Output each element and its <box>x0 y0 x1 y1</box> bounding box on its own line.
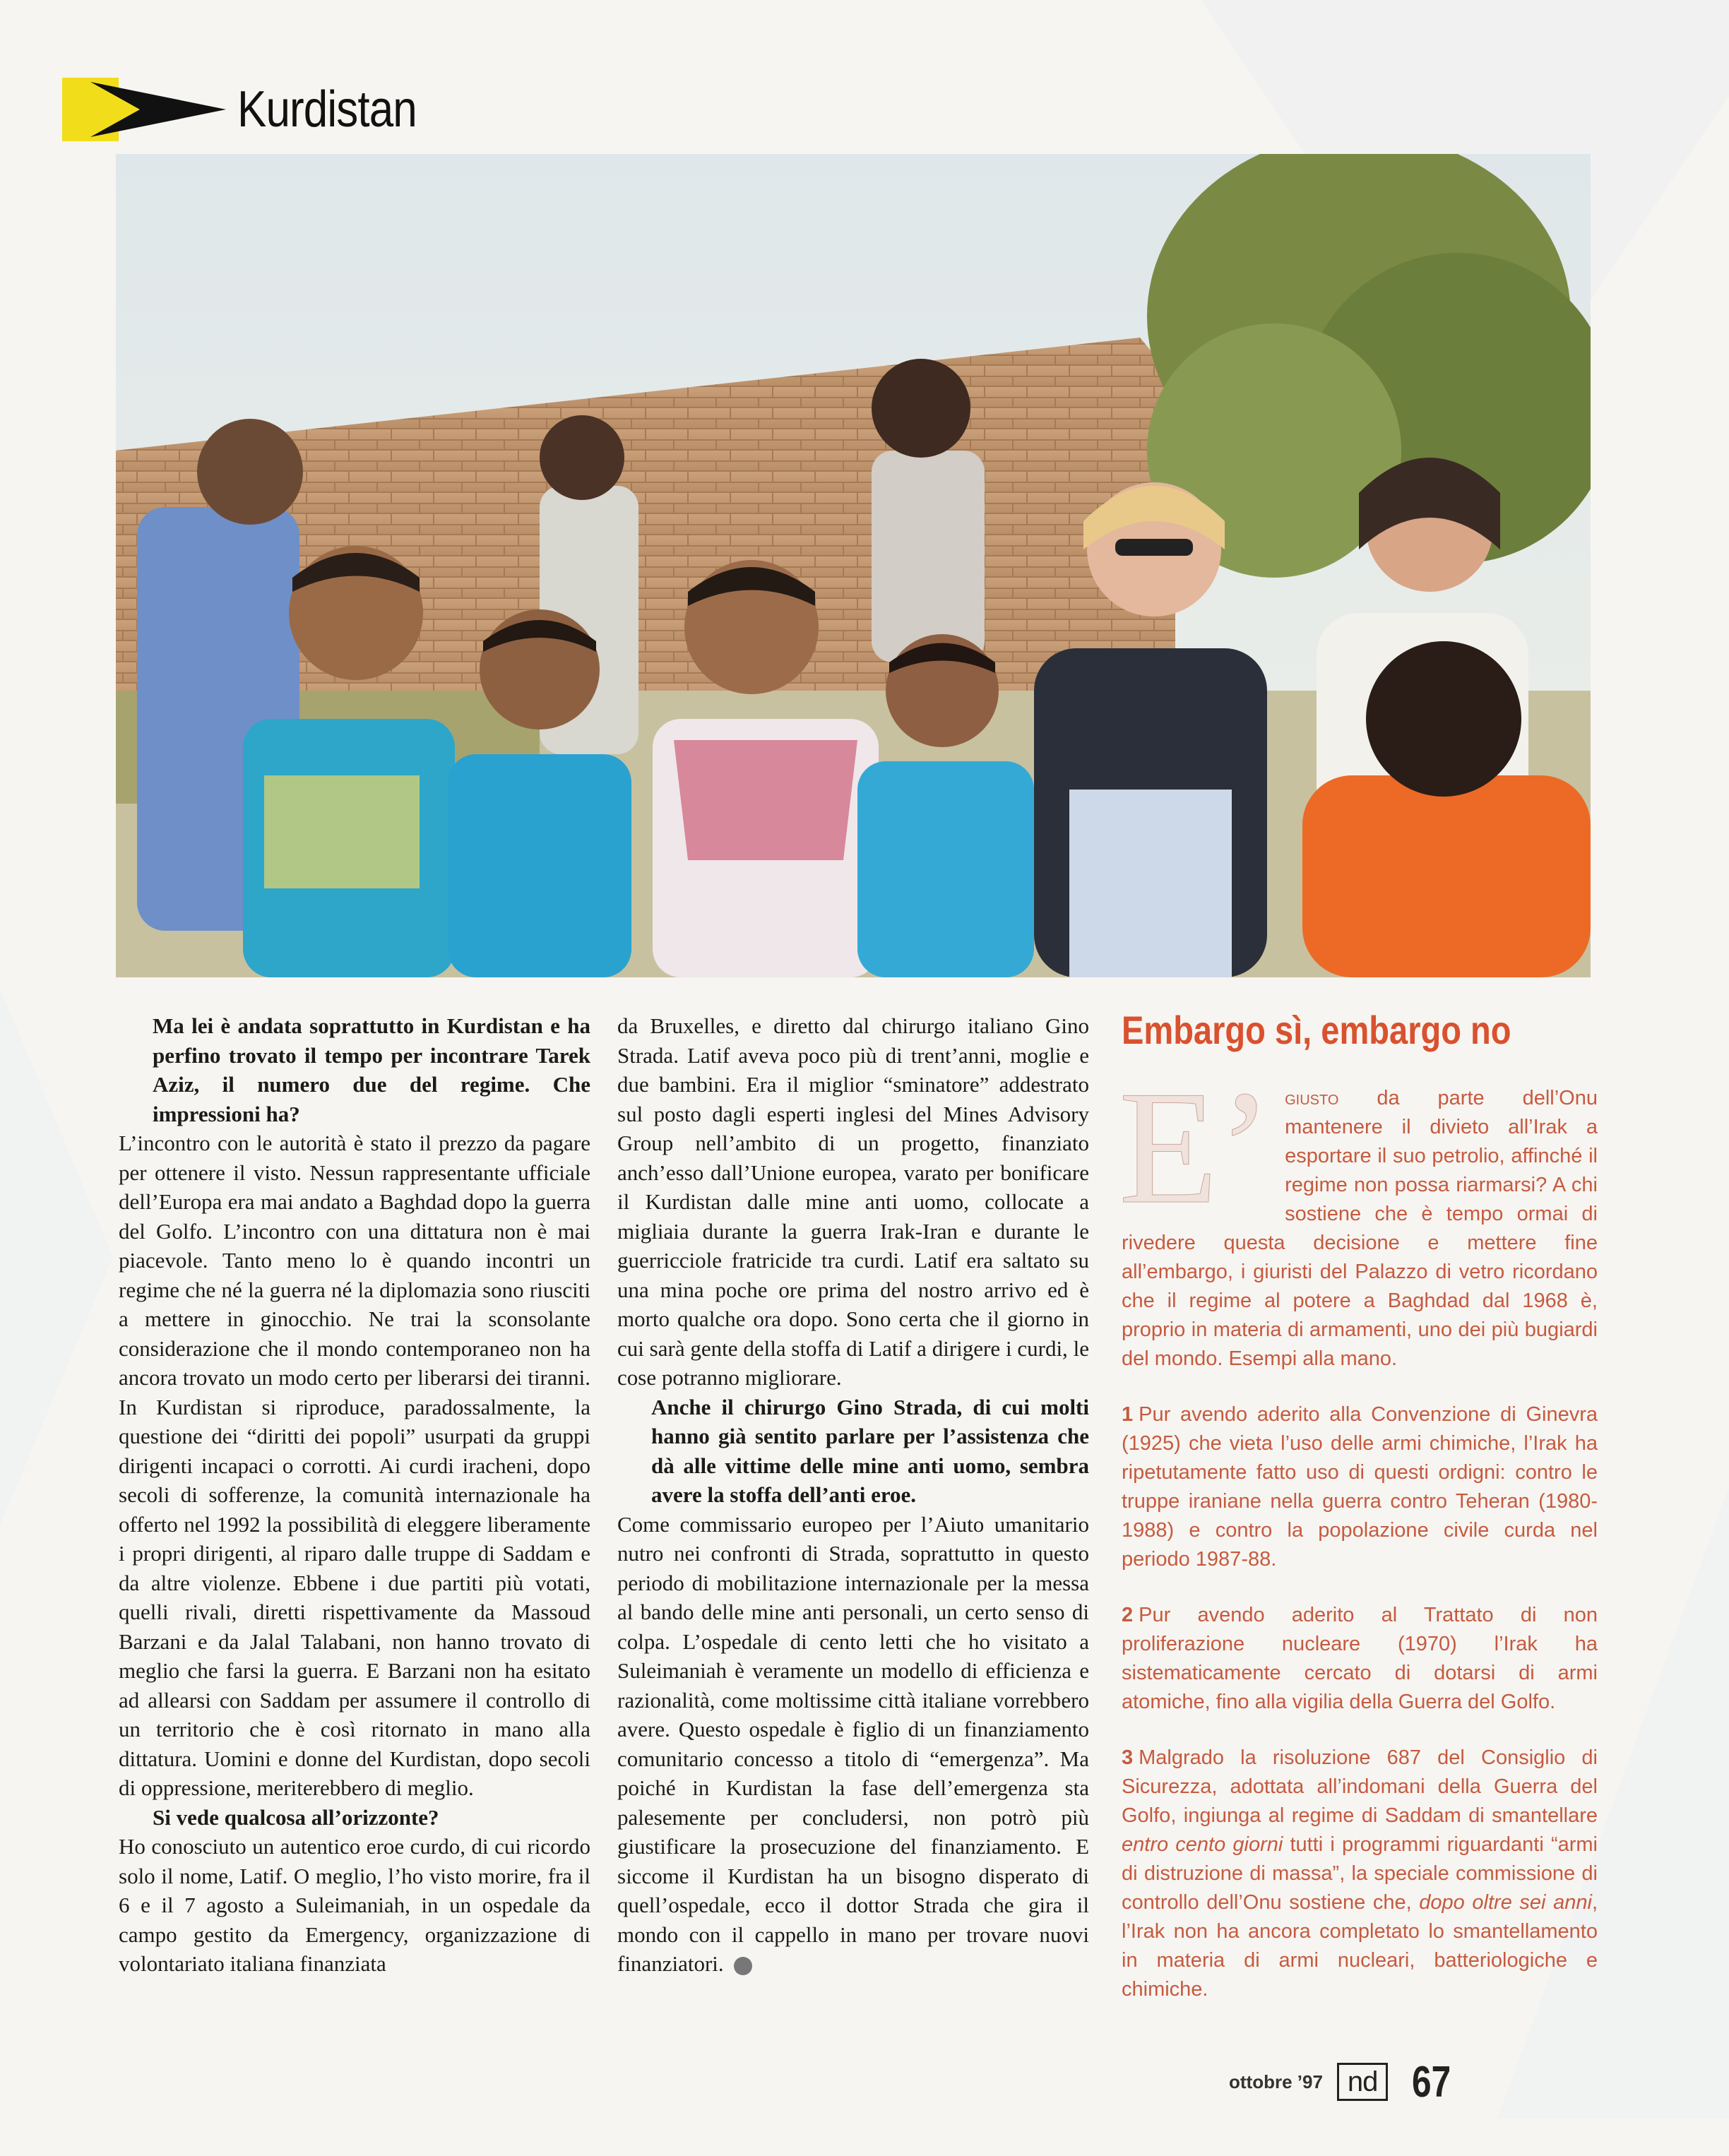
article-column-1 <box>119 1011 590 2028</box>
point-text: Pur avendo aderito al Trattato di non proliferazione nucleare (1970) l’Irak ha sistematicamente cercato di dotarsi di armi atomiche, fino alla vigilia della Guerra del Golfo. <box>1122 1604 1598 1713</box>
point-emphasis: dopo oltre sei anni <box>1419 1891 1592 1914</box>
point-emphasis: entro cento giorni <box>1122 1833 1283 1856</box>
point-number: 2 <box>1122 1604 1134 1626</box>
point-number: 3 <box>1122 1746 1134 1769</box>
intro-lead-word: giusto <box>1285 1087 1339 1109</box>
point-text: Malgrado la risoluzione 687 del Consiglio di Sicurezza, adottata all’indomani della Guerra del Golfo, ingiunga al regime di Saddam di smantellare <box>1122 1746 1598 1827</box>
sidebar-box <box>1119 1007 1598 2038</box>
article-column-2 <box>617 1011 1089 2028</box>
interview-question: Si vede qualcosa all’orizzonte? <box>153 1804 439 1830</box>
section-title: Kurdistan <box>237 81 417 138</box>
page-number: 67 <box>1412 2057 1451 2107</box>
point-text: tutti i programmi riguardanti “armi di distruzione di massa”, la speciale commissione di controllo dell’Onu sostiene che, <box>1122 1833 1598 1914</box>
article-paragraph: L’incontro con le autorità è stato il prezzo da pagare per ottenere il visto. Nessun rappresentante ufficiale dell’Europa era mai andato a Baghdad dopo la guerra del Golfo. L’incontro con una dittatura non è mai piacevole. Tanto meno lo è quando incontri un regime che né la guerra né la diplomazia sono riusciti a mettere in ginocchio. Ne trai la sconsolante considerazione che il mondo contemporaneo non ha ancora trovato un modo certo per liberarsi dei tiranni. In Kurdistan si riproduce, paradossalmente, la questione dei “diritti dei popoli” usurpati da gruppi dirigenti incapaci o corrotti. Ai curdi iracheni, dopo secoli di sofferenze, la comunità internazionale ha offerto nel 1992 la possibilità di eleggere liberamente i propri dirigenti, al riparo dalle truppe di Saddam e da altre violenze. Ebbene i due partiti più votati, quelli rivali, diretti rispettivamente da Massoud Barzani e da Jalal Talabani, non hanno trovato di meglio che farsi la guerra. E Barzani non ha esitato ad allearsi con Saddam per assumere il controllo di un territorio che è così ritornato in mano alla dittatura. Uomini e donne del Kurdistan, dopo secoli di oppressione, meriterebbero di meglio. <box>119 1131 590 1800</box>
sidebar-intro <box>1119 1057 1598 1374</box>
point-number: 1 <box>1122 1403 1134 1426</box>
interview-question: Anche il chirurgo Gino Strada, di cui molti hanno già sentito parlare per l’assistenza che dà alle vittime delle mine anti uomo, sembra avere la stoffa dell’anti eroe. <box>651 1394 1089 1507</box>
article-paragraph: Ho conosciuto un autentico eroe curdo, di cui ricordo solo il nome, Latif. O meglio, l’ho visto morire, fra il 6 e il 7 agosto a Suleimaniah, in un ospedale da campo gestito da Emergency, organizzazione di volontariato italiana finanziata <box>119 1834 590 1976</box>
section-arrow-icon <box>62 78 226 141</box>
sidebar-point-1 <box>1122 1400 1598 1574</box>
magazine-logo: nd <box>1337 2063 1389 2101</box>
page-footer <box>1229 2054 1461 2110</box>
article-paragraph <box>617 1510 1089 1979</box>
sidebar-body <box>1119 1057 1598 2004</box>
sidebar-point-3 <box>1122 1744 1598 2004</box>
sidebar-point-2 <box>1122 1601 1598 1717</box>
intro-text: da parte dell’Onu mantenere il divieto all’Irak a esportare il suo petrolio, affinché il regime non possa riarmarsi? A chi sostiene che è tempo ormai di rivedere questa decisione e mettere fine all’embargo, i giuristi del Palazzo di vetro ricordano che il regime al potere a Baghdad dal 1968 è, proprio in materia di armamenti, uno dei più bugiardi del mondo. Esempi alla mano. <box>1122 1087 1598 1370</box>
section-header <box>62 78 446 141</box>
article-paragraph-text: Come commissario europeo per l’Aiuto umanitario nutro nei confronti di Strada, soprattutto in questo periodo di mobilitazione internazionale per la messa al bando delle mine anti personali, un certo senso di colpa. L’ospedale di cento letti che ho visitato a Suleimaniah è veramente un modello di efficienza e razionalità, come moltissime città italiane vorrebbero avere. Questo ospedale è figlio di un finanziamento comunitario concesso a titolo di “emergenza”. Ma poiché in Kurdistan la fase dell’emergenza sta palesemente per concludersi, non potrò più giustificare la prosecuzione del finanziamento. E siccome il Kurdistan ha un bisogno disperato di quell’ospedale, ecco il dottor Strada che gira il mondo con il cappello in mano per trovare nuovi finanziatori. <box>617 1511 1089 1976</box>
article-photo <box>116 154 1591 977</box>
point-text: , l’Irak non ha ancora completato lo smantellamento in materia di armi nucleari, batteriologiche e chimiche. <box>1122 1891 1598 2001</box>
issue-date: ottobre ’97 <box>1229 2071 1323 2092</box>
interview-question: Ma lei è andata soprattutto in Kurdistan e ha perfino trovato il tempo per incontrare Tarek Aziz, il numero due del regime. Che impressioni ha? <box>153 1013 590 1126</box>
point-text: Pur avendo aderito alla Convenzione di Ginevra (1925) che vieta l’uso delle armi chimiche, l’Irak ha ripetutamente fatto uso di questi ordigni: contro le truppe iraniane nella guerra contro Teheran (1980-1988) e contro la popolazione civile curda nel periodo 1987-88. <box>1122 1403 1598 1571</box>
article-paragraph: da Bruxelles, e diretto dal chirurgo italiano Gino Strada. Latif aveva poco più di trent’anni, moglie e due bambini. Era il miglior “sminatore” addestrato sul posto dagli esperti inglesi del Mines Advisory Group nell’ambito di un progetto, finanziato anch’esso dall’Unione europea, varato per bonificare il Kurdistan dalle mine anti uomo, collocate a migliaia durante la guerra Irak-Iran e durante le guerricciole fratricide tra curdi. Latif era saltato su una mina poche ore prima del nostro arrivo ed è morto qualche ora dopo. Sono certa che il giorno in cui sarà gente della stoffa di Latif a dirigere i curdi, le cose potranno migliorare. <box>617 1013 1089 1390</box>
sidebar-title: Embargo sì, embargo no <box>1122 1008 1511 1052</box>
drop-cap: E’ <box>1119 1057 1273 1237</box>
end-of-article-dot-icon <box>734 1957 752 1975</box>
